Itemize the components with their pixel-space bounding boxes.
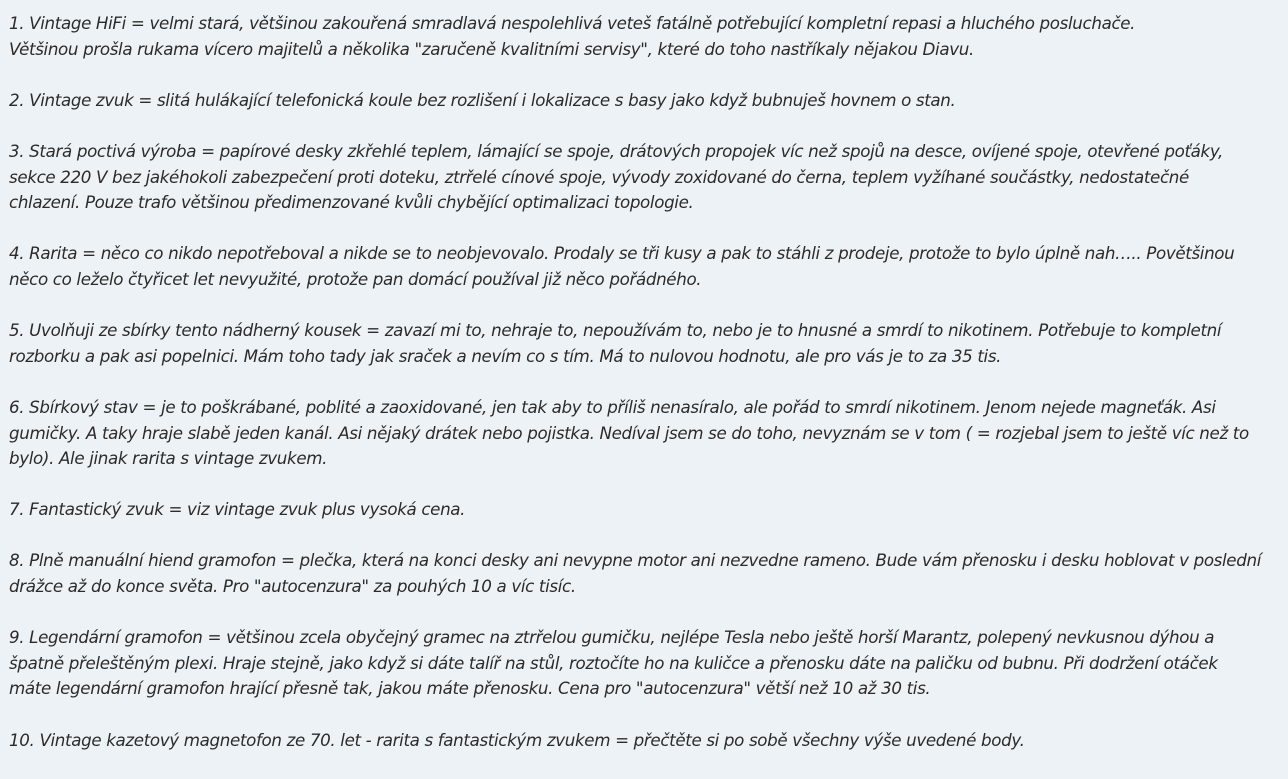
text-line: 6. Sbírkový stav = je to poškrábané, poblité a zaoxidované, jen tak aby to příliš nenasíralo, ale pořád to smrdí nikotinem. Jenom nejede magneťák. Asi bbox=[9, 396, 1216, 417]
text-line: rozborku a pak asi popelnici. Mám toho tady jak sraček a nevím co s tím. Má to nulovou hodnotu, ale pro vás je to za 35 tis. bbox=[9, 345, 1002, 366]
text-line: 10. Vintage kazetový magnetofon ze 70. let - rarita s fantastickým zvukem = přečtěte si po sobě všechny výše uvedené body. bbox=[9, 729, 1025, 750]
paragraph-9 bbox=[9, 625, 1288, 702]
text-line: Většinou prošla rukama vícero majitelů a několika "zaručeně kvalitními servisy", které do toho nastříkaly nějakou Diavu. bbox=[9, 38, 974, 59]
text-line: 7. Fantastický zvuk = viz vintage zvuk plus vysoká cena. bbox=[9, 499, 466, 520]
text-line: 9. Legendární gramofon = většinou zcela obyčejný gramec na ztrřelou gumičku, nejlépe Tesla nebo ještě horší Marantz, polepený nevkusnou dýhou a bbox=[9, 627, 1215, 648]
paragraph-5 bbox=[9, 318, 1288, 369]
paragraph-4 bbox=[9, 241, 1288, 292]
text-line: 1. Vintage HiFi = velmi stará, většinou zakouřená smradlavá nespolehlivá veteš fatálně potřebující kompletní repasi a hluchého posluchače. bbox=[9, 13, 1136, 33]
paragraph-7 bbox=[9, 497, 1288, 523]
paragraph-10 bbox=[9, 728, 1288, 754]
paragraph-2 bbox=[9, 88, 1288, 114]
text-line: něco co leželo čtyřicet let nevyužité, protože pan domácí používal již něco pořádného. bbox=[9, 268, 702, 289]
paragraph-1 bbox=[9, 11, 1288, 62]
text-line: chlazení. Pouze trafo většinou předimenzované kvůli chybějící optimalizaci topologie. bbox=[9, 192, 694, 213]
text-line: drážce až do konce světa. Pro "autocenzura" za pouhých 10 a víc tisíc. bbox=[9, 576, 576, 597]
text-line: 3. Stará poctivá výroba = papírové desky zkřehlé teplem, lámající se spoje, drátových propojek víc než spojů na desce, ovíjené spoje, otevřené poťáky, bbox=[9, 140, 1224, 161]
text-line: 4. Rarita = něco co nikdo nepotřeboval a nikde se to neobjevovalo. Prodaly se tři kusy a pak to stáhli z prodeje, protože to bylo úplně nah….. Povětšinou bbox=[9, 243, 1235, 264]
post-body bbox=[9, 11, 1288, 779]
paragraph-6 bbox=[9, 395, 1288, 472]
text-line: máte legendární gramofon hrající přesně tak, jakou máte přenosku. Cena pro "autocenzura" větší než 10 až 30 tis. bbox=[9, 678, 931, 699]
paragraph-8 bbox=[9, 548, 1288, 599]
paragraph-3 bbox=[9, 139, 1288, 216]
text-line: sekce 220 V bez jakéhokoli zabezpečení proti doteku, ztrřelé cínové spoje, vývody zoxidované do černa, teplem vyžíhané součástky, nedostatečné bbox=[9, 166, 1189, 187]
text-line: 2. Vintage zvuk = slitá hulákající telefonická koule bez rozlišení i lokalizace s basy jako když bubnuješ hovnem o stan. bbox=[9, 89, 956, 110]
text-line: gumičky. A taky hraje slabě jeden kanál. Asi nějaký drátek nebo pojistka. Nedíval jsem se do toho, nevyznám se v tom ( = rozjebal jsem to ještě víc než to bbox=[9, 422, 1249, 443]
text-line: špatně přeleštěným plexi. Hraje stejně, jako když si dáte talíř na stůl, roztočíte ho na kuličce a přenosku dáte na paličku od bubnu. Při dodržení otáček bbox=[9, 652, 1218, 673]
text-line: bylo). Ale jinak rarita s vintage zvukem. bbox=[9, 448, 328, 469]
text-line: 8. Plně manuální hiend gramofon = plečka, která na konci desky ani nevypne motor ani nezvedne rameno. Bude vám přenosku i desku hoblovat v poslední bbox=[9, 550, 1261, 571]
text-line: 5. Uvolňuji ze sbírky tento nádherný kousek = zavazí mi to, nehraje to, nepoužívám to, nebo je to hnusné a smrdí to nikotinem. Potřebuje to kompletní bbox=[9, 320, 1222, 341]
